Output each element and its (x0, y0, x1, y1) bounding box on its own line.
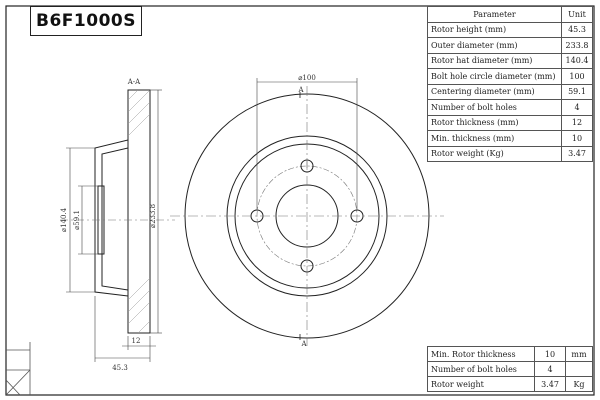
spec-row (428, 100, 593, 116)
spec-table-header (428, 7, 593, 23)
spec-row (428, 146, 593, 162)
spec-label: Bolt hole circle diameter (mm) (428, 69, 562, 85)
summary-table (427, 346, 593, 392)
corner-marks (6, 342, 30, 395)
spec-value: 4 (562, 100, 593, 116)
dim-height: 45.3 (112, 364, 128, 372)
spec-label: Rotor height (mm) (428, 22, 562, 38)
spec-label: Rotor thickness (mm) (428, 115, 562, 131)
spec-value: 10 (562, 131, 593, 147)
spec-value: 12 (562, 115, 593, 131)
summary-unit: mm (566, 347, 593, 362)
spec-row (428, 84, 593, 100)
summary-value: 3.47 (535, 377, 566, 392)
front-centerlines (170, 86, 444, 346)
summary-unit: Kg (566, 377, 593, 392)
spec-label: Min. thickness (mm) (428, 131, 562, 147)
summary-row (428, 347, 593, 362)
section-hat-outer (95, 140, 128, 296)
dim-outer-diameter: ⌀233.8 (149, 203, 157, 229)
section-marker-bottom: A (301, 340, 307, 348)
summary-label: Min. Rotor thickness (428, 347, 535, 362)
spec-row (428, 53, 593, 69)
spec-value: 45.3 (562, 22, 593, 38)
summary-label: Number of bolt holes (428, 362, 535, 377)
spec-value: 100 (562, 69, 593, 85)
spec-label: Centering diameter (mm) (428, 84, 562, 100)
spec-row (428, 69, 593, 85)
summary-value: 10 (535, 347, 566, 362)
spec-table (427, 6, 593, 162)
summary-unit (566, 362, 593, 377)
part-number: B6F1000S (36, 11, 136, 31)
spec-value: 59.1 (562, 84, 593, 100)
section-label: A-A (127, 78, 141, 86)
dim-center-bore: ⌀59.1 (73, 210, 81, 230)
summary-row (428, 362, 593, 377)
spec-row (428, 22, 593, 38)
spec-label: Outer diameter (mm) (428, 38, 562, 54)
summary-row (428, 377, 593, 392)
dim-hat-diameter: ⌀140.4 (60, 207, 68, 233)
spec-label: Number of bolt holes (428, 100, 562, 116)
spec-row (428, 38, 593, 54)
summary-value: 4 (535, 362, 566, 377)
spec-label: Rotor weight (Kg) (428, 146, 562, 162)
section-hat-inner (102, 148, 128, 290)
spec-row (428, 131, 593, 147)
spec-label: Rotor hat diameter (mm) (428, 53, 562, 69)
part-number-box (30, 6, 142, 36)
spec-value: 233.8 (562, 38, 593, 54)
summary-label: Rotor weight (428, 377, 535, 392)
spec-value: 3.47 (562, 146, 593, 162)
dim-bolt-circle: ⌀100 (298, 74, 316, 82)
spec-header-parameter: Parameter (428, 7, 562, 23)
section-marker-top: A (298, 86, 304, 94)
spec-header-unit: Unit (562, 7, 593, 23)
spec-value: 140.4 (562, 53, 593, 69)
spec-row (428, 115, 593, 131)
dim-thickness: 12 (131, 337, 141, 345)
